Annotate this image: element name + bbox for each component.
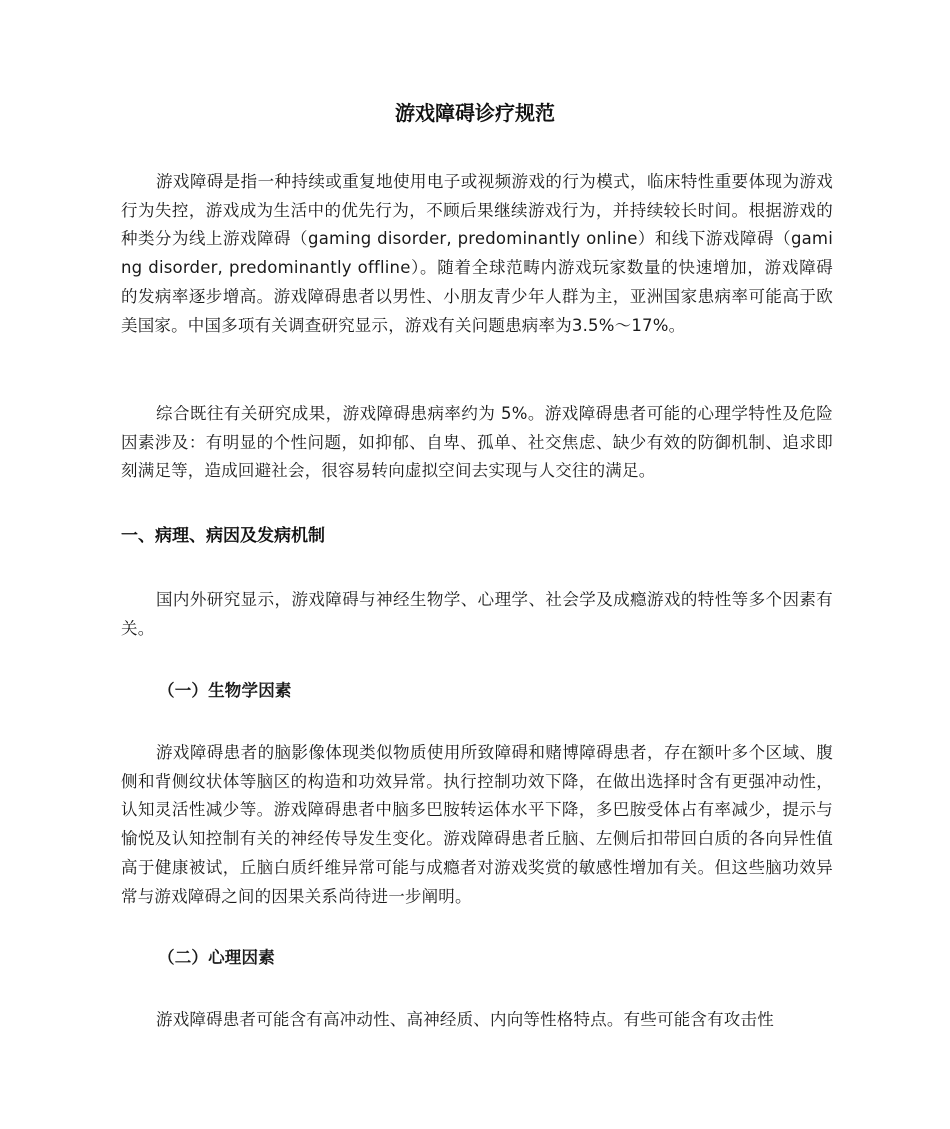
paragraph-risk-factors: 综合既往有关研究成果，游戏障碍患病率约为 5%。游戏障碍患者可能的心理学特性及危险因素涉及：有明显的个性问题，如抑郁、自卑、孤单、社交焦虑、缺少有效的防御机制、追求即刻满足等，造成回避社会，很容易转向虚拟空间去实现与人交往的满足。 xyxy=(121,404,833,481)
subheading-psychology: （二）心理因素 xyxy=(158,948,275,967)
paragraph-intro: 游戏障碍是指一种持续或重复地使用电子或视频游戏的行为模式，临床特性重要体现为游戏行为失控，游戏成为生活中的优先行为，不顾后果继续游戏行为，并持续较长时间。根据游戏的种类分为线上游戏障碍（gaming disorder, predominantly online）和线下游戏障碍（gaming disorder, predominantly offline）。随着全球范畴内游戏玩家数量的快速增加，游戏障碍的发病率逐步增高。游戏障碍患者以男性、小朋友青少年人群为主，亚洲国家患病率可能高于欧美国家。中国多项有关调查研究显示，游戏有关问题患病率为3.5%～17%。 xyxy=(121,172,833,335)
section-heading: 一、病理、病因及发病机制 xyxy=(121,526,325,546)
subheading-biology: （一）生物学因素 xyxy=(158,681,292,700)
document-title: 游戏障碍诊疗规范 xyxy=(395,101,555,125)
paragraph-causes: 国内外研究显示，游戏障碍与神经生物学、心理学、社会学及成瘾游戏的特性等多个因素有关。 xyxy=(121,590,833,638)
paragraph-biology: 游戏障碍患者的脑影像体现类似物质使用所致障碍和赌博障碍患者，存在额叶多个区域、腹侧和背侧纹状体等脑区的构造和功效异常。执行控制功效下降，在做出选择时含有更强冲动性，认知灵活性减少等。游戏障碍患者中脑多巴胺转运体水平下降，多巴胺受体占有率减少，提示与愉悦及认知控制有关的神经传导发生变化。游戏障碍患者丘脑、左侧后扣带回白质的各向异性值高于健康被试，丘脑白质纤维异常可能与成瘾者对游戏奖赏的敏感性增加有关。但这些脑功效异常与游戏障碍之间的因果关系尚待进一步阐明。 xyxy=(121,743,833,906)
paragraph-psychology: 游戏障碍患者可能含有高冲动性、高神经质、内向等性格特点。有些可能含有攻击性 xyxy=(156,1010,774,1029)
